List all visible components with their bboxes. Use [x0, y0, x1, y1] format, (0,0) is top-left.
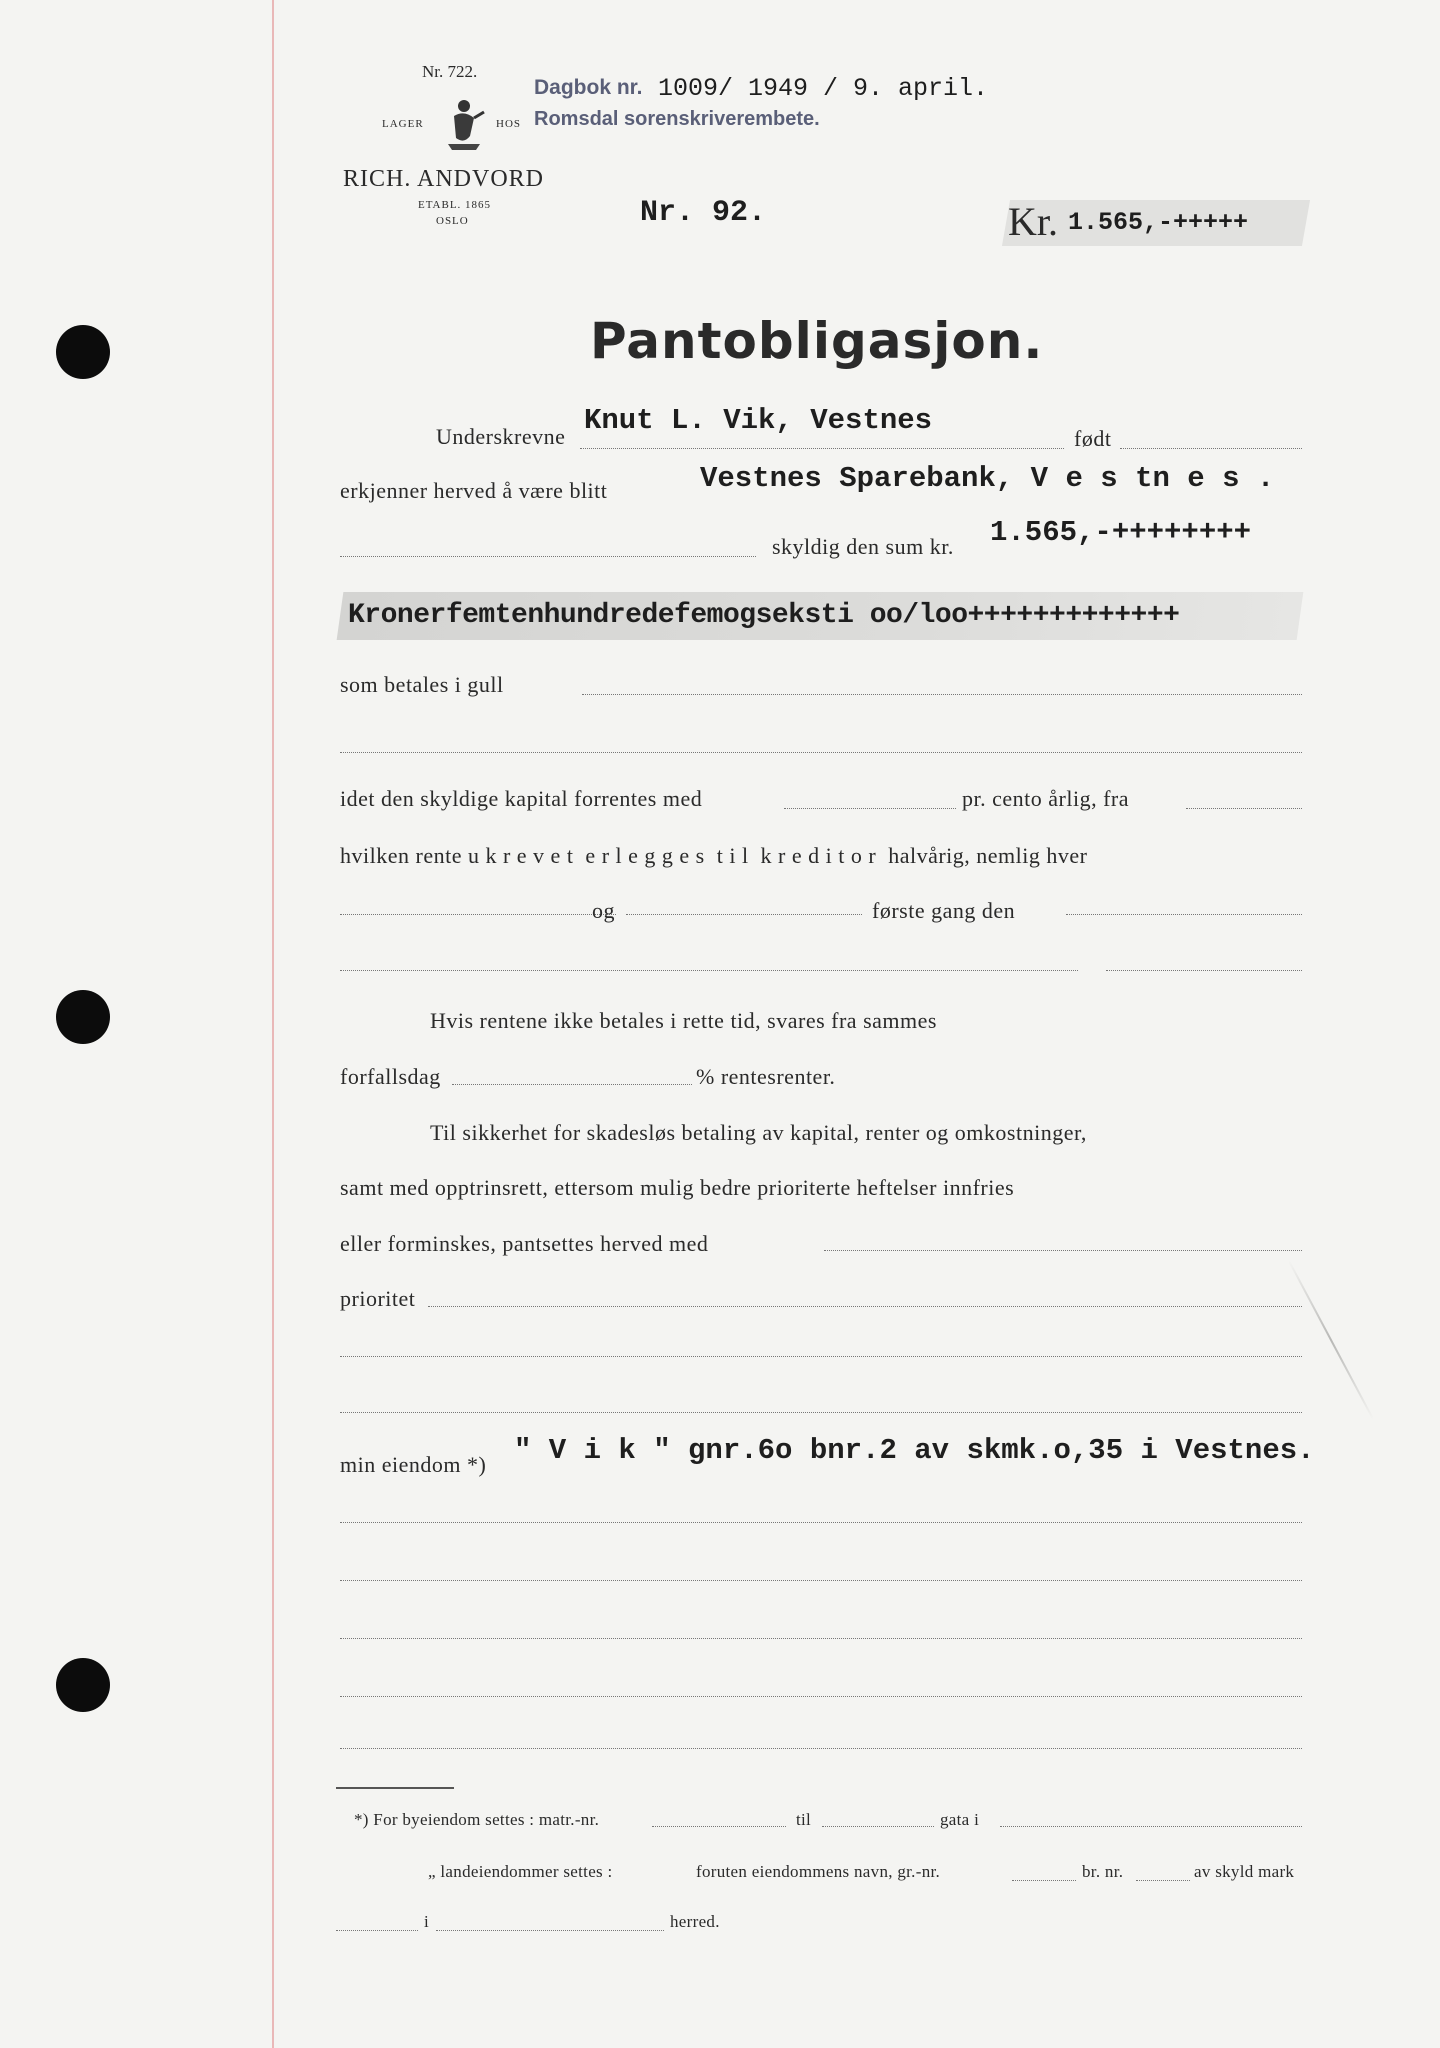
- amount-label: Kr.: [1008, 199, 1058, 244]
- fodt-label: født: [1074, 426, 1112, 451]
- footnote-line2-a: „ landeiendommer settes :: [428, 1862, 613, 1881]
- amount-words: Kronerfemtenhundredefemogseksti oo/loo+++++++++++++: [348, 600, 1180, 631]
- eiendom-label: min eiendom *): [340, 1452, 487, 1477]
- publisher-lager: LAGER: [382, 118, 424, 130]
- footnote-line1-c: gata i: [940, 1810, 980, 1829]
- punch-hole-bottom: [56, 1658, 110, 1712]
- interest-line1-b: pr. cento årlig, fra: [962, 786, 1129, 811]
- publisher-logo-icon: [440, 96, 488, 152]
- footnote-line2-b: foruten eiendommens navn, gr.-nr.: [696, 1862, 941, 1881]
- publisher-name: RICH. ANDVORD: [343, 166, 545, 192]
- footnote-line3-b: herred.: [670, 1912, 720, 1931]
- security-line3: eller forminskes, pantsettes herved med: [340, 1231, 709, 1256]
- footnote-line2-d: av skyld mark: [1194, 1862, 1295, 1881]
- document-number: Nr. 92.: [640, 196, 767, 230]
- sum-value: 1.565,-++++++++: [990, 516, 1252, 549]
- penalty-line1: Hvis rentene ikke betales i rette tid, svares fra sammes: [430, 1008, 937, 1033]
- erkjenner-label: erkjenner herved å være blitt: [340, 478, 608, 503]
- punch-hole-top: [56, 325, 110, 379]
- gull-label: som betales i gull: [340, 672, 504, 697]
- skyldig-label: skyldig den sum kr.: [772, 534, 954, 559]
- margin-line: [272, 0, 274, 2048]
- footnote-line2-c: br. nr.: [1082, 1862, 1124, 1881]
- interest-line1-a: idet den skyldige kapital forrentes med: [340, 786, 703, 811]
- penalty-line2-a: forfallsdag: [340, 1064, 441, 1089]
- interest-line2: hvilken rente u k r e v e t e r l e g g e s t i l k r e d i t o r halvårig, nemlig hver: [340, 843, 1088, 868]
- document-title: Pantobligasjon.: [590, 312, 1044, 370]
- prioritet-label: prioritet: [340, 1286, 416, 1311]
- publisher-hos: HOS: [496, 118, 522, 130]
- publisher-city: OSLO: [436, 215, 469, 227]
- eiendom-value: " V i k " gnr.6o bnr.2 av skmk.o,35 i Vestnes.: [514, 1434, 1315, 1467]
- form-number: Nr. 722.: [422, 62, 478, 81]
- stamp-dagbok-prefix: Dagbok nr.: [534, 76, 643, 99]
- footnote-rule: [336, 1787, 454, 1789]
- punch-hole-middle: [56, 990, 110, 1044]
- footnote-line3-a: i: [424, 1912, 430, 1931]
- security-line2: samt med opptrinsrett, ettersom mulig bedre prioriterte heftelser innfries: [340, 1175, 1015, 1200]
- underskrevne-label: Underskrevne: [436, 424, 566, 449]
- paper-crease: [1288, 1260, 1374, 1420]
- interest-line3-b: første gang den: [872, 898, 1016, 923]
- stamp-dagbok-value: 1009/ 1949 / 9. april.: [658, 74, 989, 103]
- interest-line3-a: og: [592, 898, 615, 923]
- creditor-value: Vestnes Sparebank, V e s tn e s .: [700, 462, 1275, 495]
- amount-value: 1.565,-+++++: [1068, 208, 1249, 237]
- underskrevne-value: Knut L. Vik, Vestnes: [584, 404, 933, 437]
- publisher-etabl: ETABL. 1865: [418, 199, 492, 211]
- stamp-office: Romsdal sorenskriverembete.: [534, 108, 820, 130]
- footnote-line1-b: til: [796, 1810, 812, 1829]
- penalty-line2-b: % rentesrenter.: [696, 1064, 836, 1089]
- security-line1: Til sikkerhet for skadesløs betaling av kapital, renter og omkostninger,: [430, 1120, 1087, 1145]
- footnote-line1-a: *) For byeiendom settes : matr.-nr.: [354, 1810, 600, 1829]
